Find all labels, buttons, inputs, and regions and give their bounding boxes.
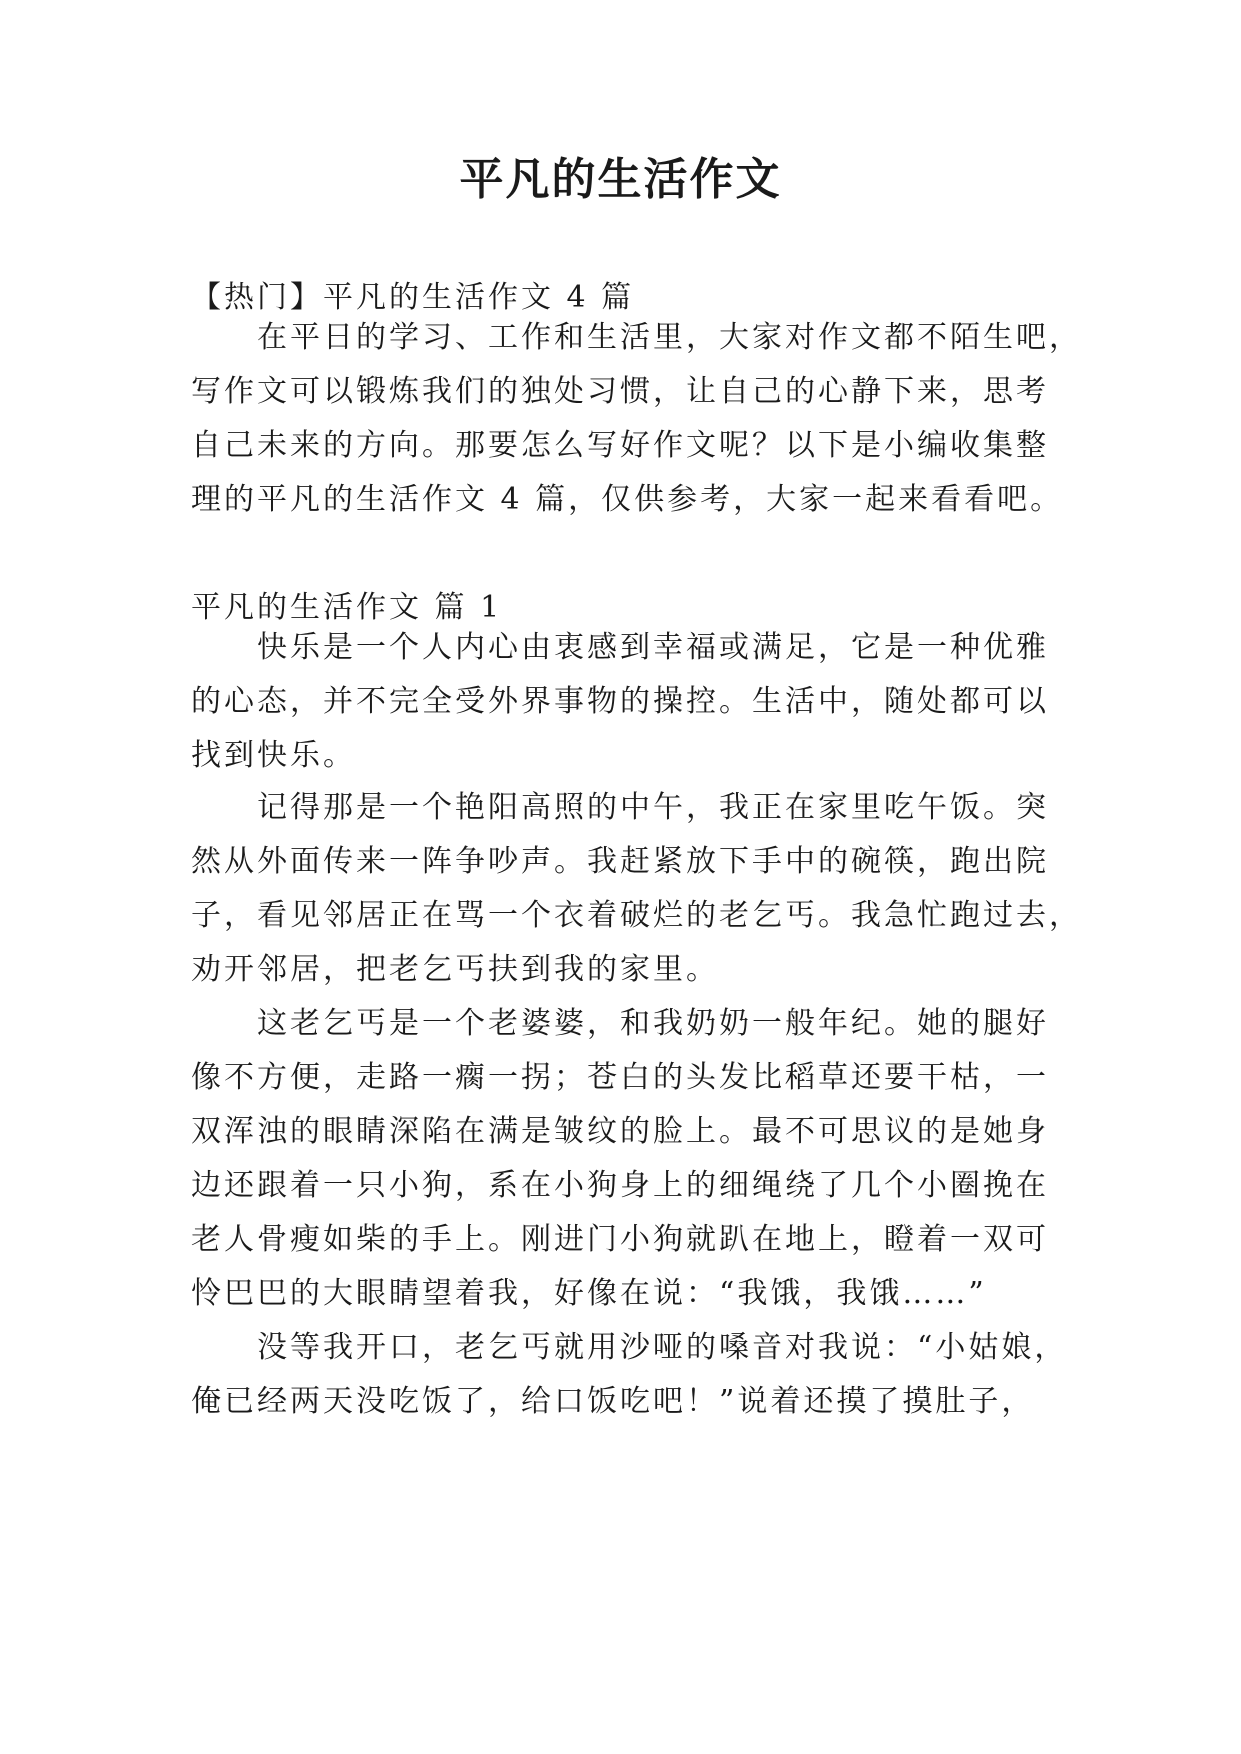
body-line: 怜巴巴的大眼睛望着我，好像在说：“我饿，我饿……” (191, 1276, 987, 1311)
intro-line: 理的平凡的生活作文 4 篇，仅供参考，大家一起来看看吧。 (191, 482, 1064, 517)
body-line: 老人骨瘦如柴的手上。刚进门小狗就趴在地上，瞪着一双可 (191, 1222, 1049, 1257)
section-heading: 平凡的生活作文 篇 1 (191, 590, 503, 625)
body-line: 双浑浊的眼睛深陷在满是皱纹的脸上。最不可思议的是她身 (191, 1114, 1049, 1149)
body-line: 然从外面传来一阵争吵声。我赶紧放下手中的碗筷，跑出院 (191, 844, 1049, 879)
intro-line: 写作文可以锻炼我们的独处习惯，让自己的心静下来，思考 (191, 374, 1049, 409)
body-line: 俺已经两天没吃饭了，给口饭吃吧！”说着还摸了摸肚子， (191, 1384, 1035, 1419)
intro-line: 在平日的学习、工作和生活里，大家对作文都不陌生吧， (257, 320, 1082, 355)
body-line: 快乐是一个人内心由衷感到幸福或满足，它是一种优雅 (257, 630, 1049, 665)
document-title: 平凡的生活作文 (459, 154, 782, 205)
body-line: 找到快乐。 (191, 738, 356, 773)
body-line: 的心态，并不完全受外界事物的操控。生活中，随处都可以 (191, 684, 1049, 719)
body-line: 没等我开口，老乞丐就用沙哑的嗓音对我说：“小姑娘， (257, 1330, 1068, 1365)
body-line: 子，看见邻居正在骂一个衣着破烂的老乞丐。我急忙跑过去， (191, 898, 1082, 933)
body-line: 记得那是一个艳阳高照的中午，我正在家里吃午饭。突 (257, 790, 1049, 825)
intro-line: 自己未来的方向。那要怎么写好作文呢？以下是小编收集整 (191, 428, 1049, 463)
body-line: 这老乞丐是一个老婆婆，和我奶奶一般年纪。她的腿好 (257, 1006, 1049, 1041)
body-line: 边还跟着一只小狗，系在小狗身上的细绳绕了几个小圈挽在 (191, 1168, 1049, 1203)
document-subtitle: 【热门】平凡的生活作文 4 篇 (191, 280, 635, 315)
body-line: 劝开邻居，把老乞丐扶到我的家里。 (191, 952, 719, 987)
body-line: 像不方便，走路一瘸一拐；苍白的头发比稻草还要干枯，一 (191, 1060, 1049, 1095)
